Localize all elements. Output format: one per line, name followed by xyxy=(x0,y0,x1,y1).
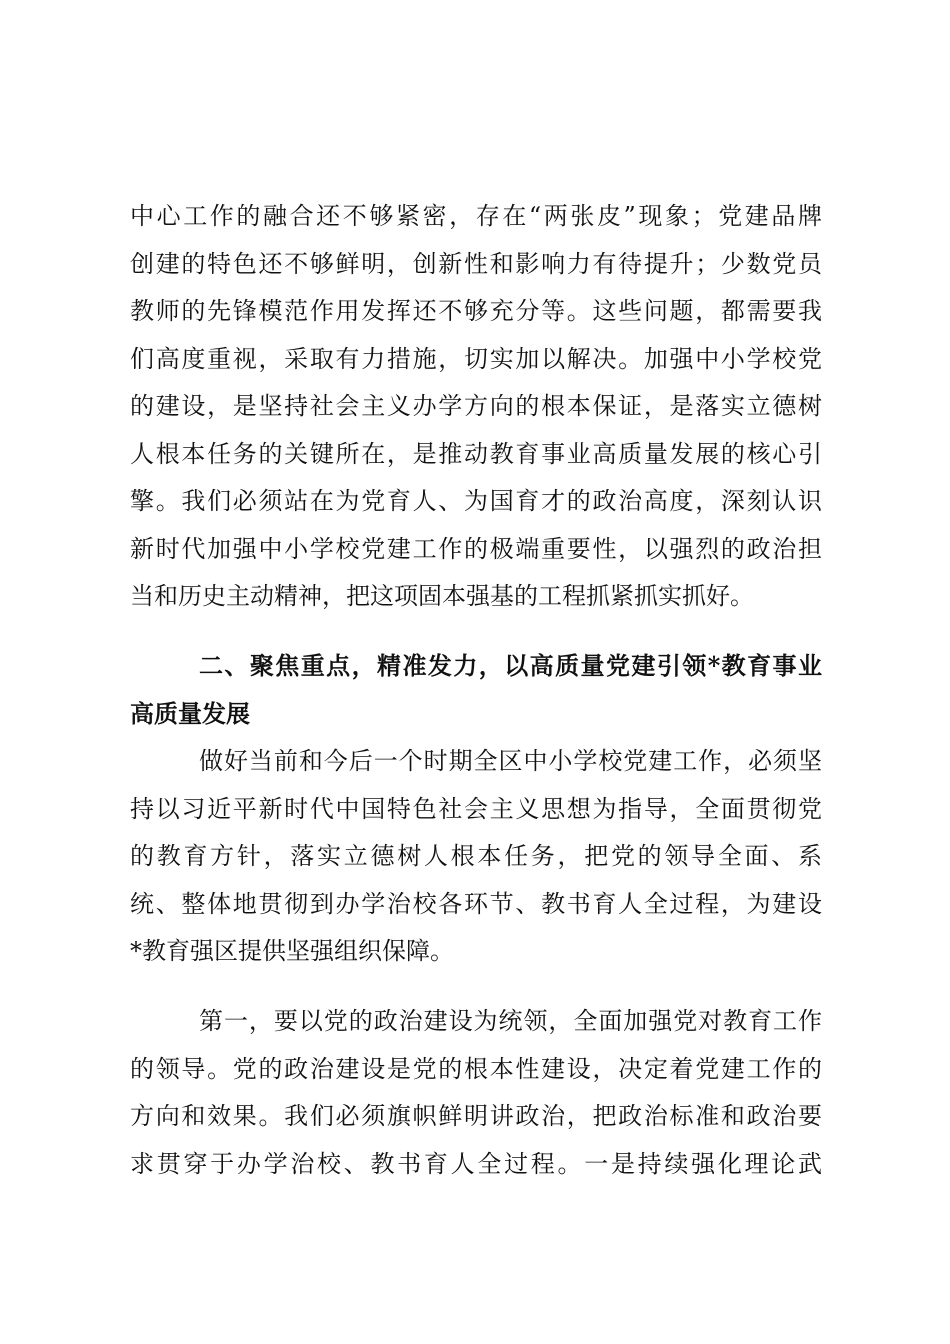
text-line: 当和历史主动精神，把这项固本强基的工程抓紧抓实抓好。 xyxy=(130,582,754,610)
text-line: 创建的特色还不够鲜明，创新性和影响力有待提升；少数党员 xyxy=(130,250,822,278)
text-line: 第一，要以党的政治建设为统领，全面加强党对教育工作 xyxy=(199,1007,822,1035)
text-line: 们高度重视，采取有力措施，切实加以解决。加强中小学校党 xyxy=(130,345,822,373)
text-line: 做好当前和今后一个时期全区中小学校党建工作，必须坚 xyxy=(199,747,822,775)
text-line: *教育强区提供坚强组织保障。 xyxy=(130,937,454,965)
text-line: 中心工作的融合还不够紧密，存在“两张皮”现象；党建品牌 xyxy=(130,202,822,230)
text-line: 的教育方针，落实立德树人根本任务，把党的领导全面、系 xyxy=(130,842,822,870)
text-line: 持以习近平新时代中国特色社会主义思想为指导，全面贯彻党 xyxy=(130,795,822,823)
text-line: 的建设，是坚持社会主义办学方向的根本保证，是落实立德树 xyxy=(130,392,822,420)
text-line: 新时代加强中小学校党建工作的极端重要性，以强烈的政治担 xyxy=(130,535,822,563)
heading-line: 高质量发展 xyxy=(130,699,250,728)
heading-line: 二、聚焦重点，精准发力，以高质量党建引领*教育事业 xyxy=(199,651,822,680)
text-line: 的领导。党的政治建设是党的根本性建设，决定着党建工作的 xyxy=(130,1055,822,1083)
text-line: 求贯穿于办学治校、教书育人全过程。一是持续强化理论武 xyxy=(130,1150,822,1178)
text-line: 擎。我们必须站在为党育人、为国育才的政治高度，深刻认识 xyxy=(130,487,822,515)
text-line: 教师的先锋模范作用发挥还不够充分等。这些问题，都需要我 xyxy=(130,297,822,325)
text-line: 统、整体地贯彻到办学治校各环节、教书育人全过程，为建设 xyxy=(130,890,822,918)
text-line: 人根本任务的关键所在，是推动教育事业高质量发展的核心引 xyxy=(130,440,822,468)
text-line: 方向和效果。我们必须旗帜鲜明讲政治，把政治标准和政治要 xyxy=(130,1102,822,1130)
